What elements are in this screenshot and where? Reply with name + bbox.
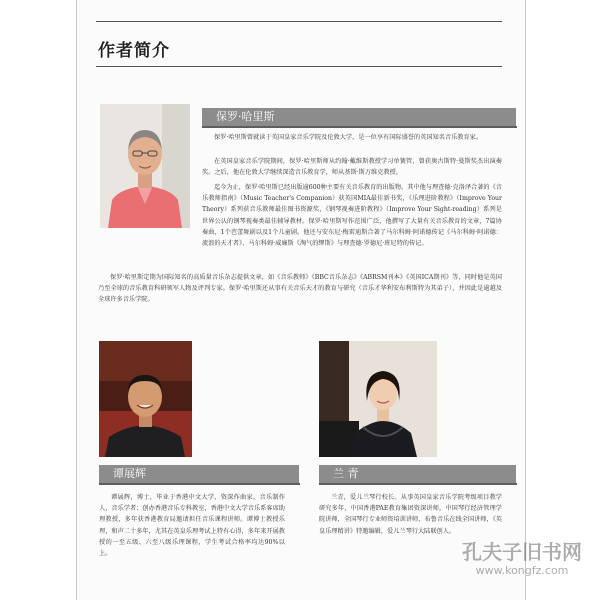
watermark-text: 孔夫子旧书网 bbox=[462, 540, 582, 564]
page-heading: 作者简介 bbox=[98, 41, 170, 61]
author-photo-tam-chin-fai bbox=[99, 341, 192, 457]
portrait-illustration bbox=[100, 104, 190, 228]
author-photo-lan-qing bbox=[319, 341, 437, 457]
watermark bbox=[452, 540, 592, 590]
watermark-url: www.kongfz.com bbox=[475, 564, 569, 577]
bio-paragraph: 保罗·哈里斯曾就读于英国皇家音乐学院及伦敦大学，是一位享有国际盛誉的英国知名音乐教育家。 bbox=[214, 134, 483, 141]
author-name-tag-paul-harris: 保罗·哈里斯 bbox=[202, 108, 516, 128]
heading-rule bbox=[96, 66, 502, 67]
author-bio-tam-chin-fai: 谭展辉，博士，毕业于香港中文大学，资深作曲家，音乐制作人，音乐学者；创办香港音乐专科教室，香港中文大学音乐系客席助理教授，多年获香港教育局邀请担任音乐课程讲师。谭博士教授乐理，和声二十多年，尤其在英皇乐理考试上特有心得，多年来开展教授的一至五级、六至八级乐理课程，学生考试合格率均达90%以上。 bbox=[99, 494, 285, 558]
author-name-tag-tam-chin-fai: 谭展辉 bbox=[99, 465, 299, 485]
portrait-illustration bbox=[319, 341, 437, 457]
author-bio-lan-qing: 兰青，爱儿兰琴行校长。从事英国皇家音乐学院考级项目教学研究多年，中国香港PAE教育集团资深讲师，中国琴行经济管理学院讲师，全国琴行专业师资培训讲师，布鲁音乐在线全国讲师，《英皇乐理精讲》特邀编辑，爱儿兰琴行大陆联创人。 bbox=[319, 494, 502, 535]
author-name-tag-lan-qing: 兰 青 bbox=[319, 465, 516, 485]
top-rule bbox=[96, 21, 502, 22]
bio-paragraph: 迄今为止，保罗·哈里斯已经出版逾600种主要有关音乐教育的出版物。其中他与理查德·克洛泽合著的《音乐教师指南》（Music Teacher's Companion）获英国MIA最佳新书奖，《乐理进阶教程》（Improve Your Theory）系列获音乐教师最佳图书资源奖，《钢琴视奏进阶教程》（Improve Your Sight-reading）系列是世界公认的钢琴视奏类最佳辅导教材。保罗·哈里斯写作范围广泛，他撰写了大量有关音乐教育的文章，7篇协奏曲，1个芭蕾舞剧以及1个儿童剧。他还与安东尼·梅雷迪斯合著了马尔科姆·阿诺德传记《马尔科姆·阿诺德：流浪的天才者》、马尔科姆·威廉斯《淘气的缪斯》与理查德·罗德尼·班尼特的传记。 bbox=[202, 184, 502, 248]
author-photo-paul-harris bbox=[100, 104, 190, 228]
bio-paragraph: 保罗·哈里斯定期为国际知名的高质量音乐杂志提供文章，如《音乐教师》《BBC音乐杂志》《ABRSM刊本》《英国ICA期刊》等，同时他是英国乃至全球的音乐教育科研领军人物及评判专家。保罗·哈里斯还从事有关音乐天才的教育与研究（音乐才华利安布利斯特为其弟子），并因此是逾越及全球许多音乐学院。 bbox=[98, 274, 502, 304]
portrait-illustration bbox=[99, 341, 192, 457]
bio-paragraph: 在英国皇家音乐学院期间，保罗·哈里斯师从约翰·戴维斯教授学习单簧管，曾获奥古斯特·曼斯奖杰出演奏奖。之后，他在伦敦大学继续深造音乐教育学，师从基斯·斯万维克教授。 bbox=[202, 158, 502, 177]
